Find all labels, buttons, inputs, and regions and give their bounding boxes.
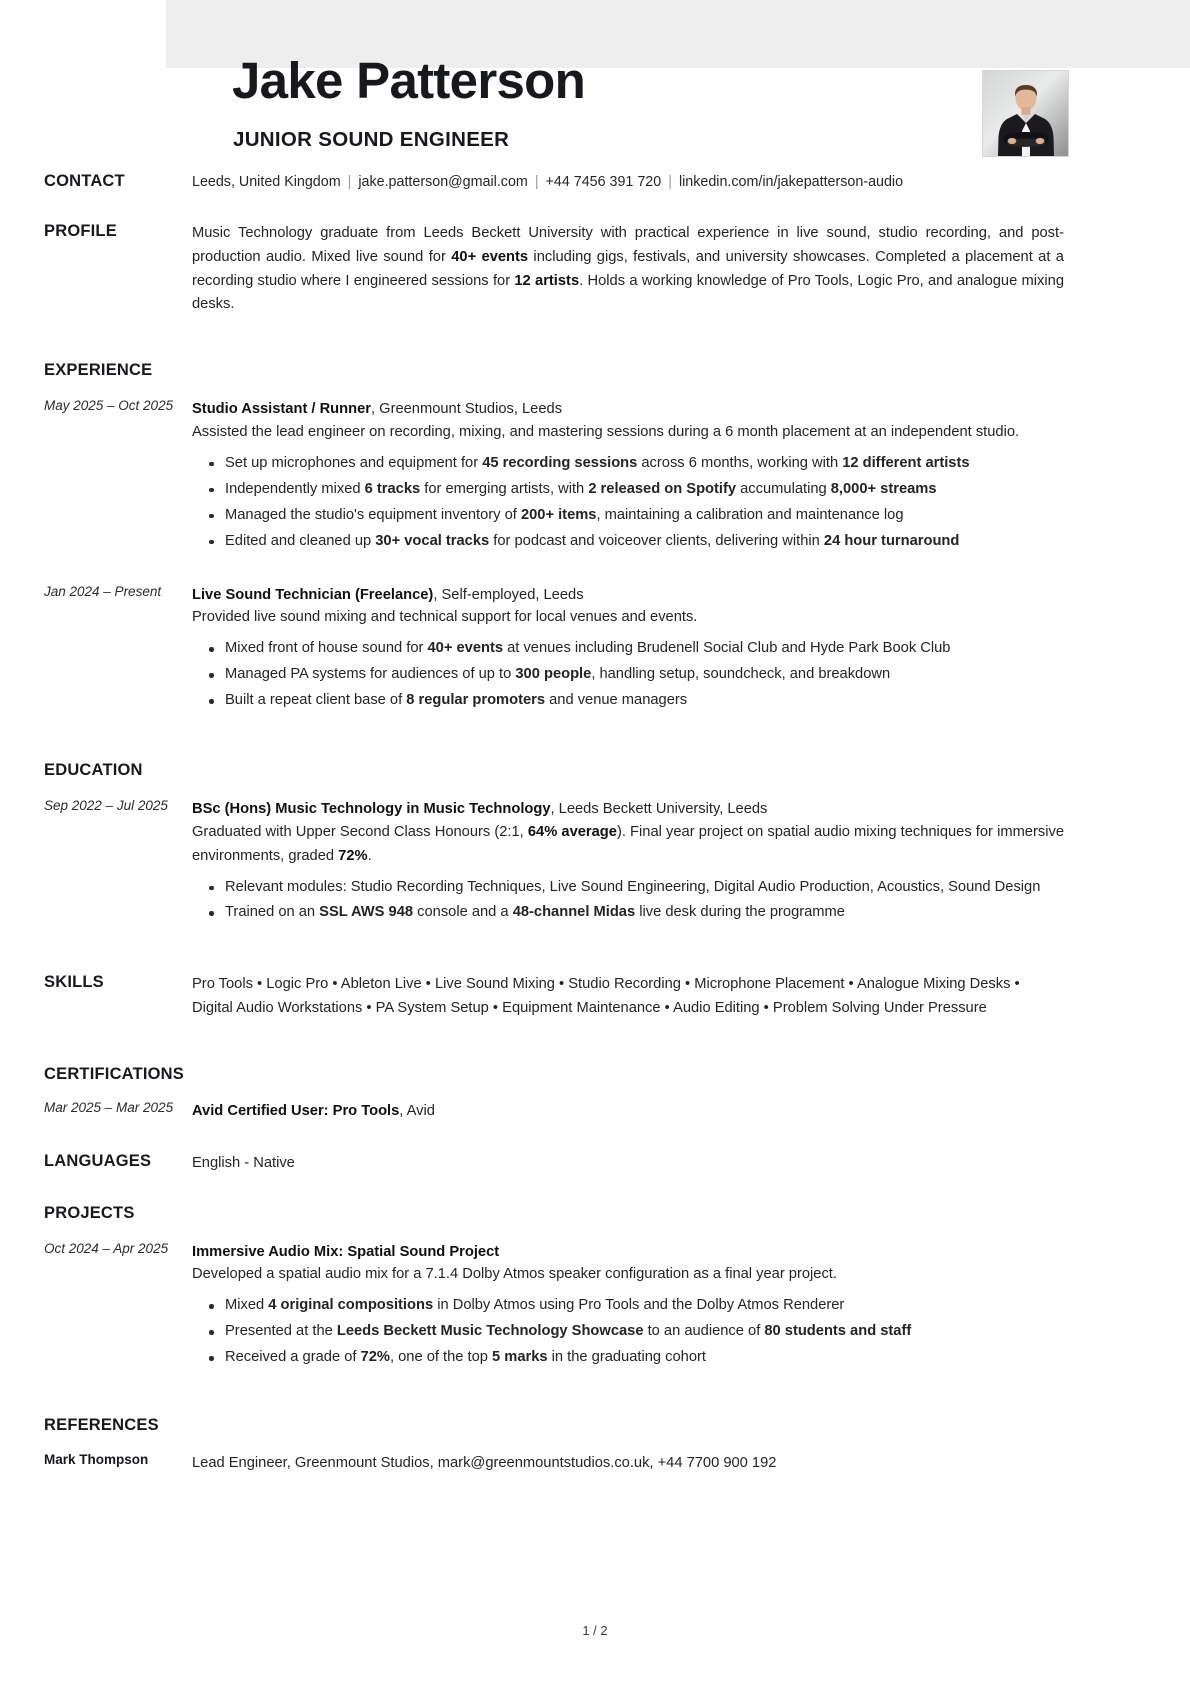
section-languages [0,1152,1190,1176]
references-gutter [0,1416,192,1435]
page-indicator: 1 / 2 [582,1623,608,1638]
section-heading-contact: CONTACT [44,172,125,190]
section-heading-education: EDUCATION [44,761,143,780]
certification-entry [0,1100,1190,1123]
experience-daterange: Jan 2024 – Present [44,583,162,599]
project-bullet-list [192,1294,1064,1370]
contact-separator-icon: | [347,174,352,190]
section-projects-heading [0,1204,1190,1223]
section-profile [0,222,1190,317]
project-title: Immersive Audio Mix: Spatial Sound Project [192,1243,500,1260]
list-item: Trained on an SSL AWS 948 console and a 48-channel Midas live desk during the programme [225,901,1064,925]
list-item: Managed PA systems for audiences of up to 300 people, handling setup, soundcheck, and breakdown [225,663,1064,687]
contact-gutter [0,172,192,191]
list-item: Received a grade of 72%, one of the top 5 marks in the graduating cohort [225,1346,1064,1370]
list-item: Mixed 4 original compositions in Dolby Atmos using Pro Tools and the Dolby Atmos Renderer [225,1294,1064,1318]
experience-entry [0,398,1190,555]
section-heading-languages: LANGUAGES [44,1151,152,1170]
resume-body [0,168,1190,1476]
section-references-heading [0,1416,1190,1435]
avatar [982,70,1069,157]
reference-entry [0,1452,1190,1476]
section-heading-certifications: CERTIFICATIONS [44,1065,184,1084]
list-item: Presented at the Leeds Beckett Music Technology Showcase to an audience of 80 students and staff [225,1320,1064,1344]
contact-email[interactable]: jake.patterson@gmail.com [358,174,528,190]
list-item: Built a repeat client base of 8 regular promoters and venue managers [225,689,1064,713]
experience-bullet-list [192,637,1064,713]
reference-name: Mark Thompson [44,1452,149,1468]
portrait-photo-icon [983,71,1068,156]
experience-daterange: May 2025 – Oct 2025 [44,398,174,414]
resume-header [0,0,1190,168]
section-education-heading [0,761,1190,780]
section-heading-references: REFERENCES [44,1416,159,1435]
section-heading-experience: EXPERIENCE [44,361,153,380]
experience-job-title: Studio Assistant / Runner, Greenmount Studios, Leeds [192,401,563,418]
page-title: Jake Patterson [232,52,586,109]
section-skills [0,973,1190,1021]
certification-daterange: Mar 2025 – Mar 2025 [44,1100,174,1116]
reference-detail: Lead Engineer, Greenmount Studios, mark@greenmountstudios.co.uk, +44 7700 900 192 [192,1455,777,1472]
projects-gutter [0,1204,192,1223]
contact-phone[interactable]: +44 7456 391 720 [545,174,662,190]
experience-gutter [0,361,192,380]
skills-gutter [0,973,192,992]
certification-title: Avid Certified User: Pro Tools, Avid [192,1103,435,1120]
section-contact [0,172,1190,192]
experience-entry [0,584,1190,715]
education-daterange: Sep 2022 – Jul 2025 [44,798,168,814]
list-item: Set up microphones and equipment for 45 recording sessions across 6 months, working with 12 different artists [225,452,1064,476]
languages-value: English - Native [192,1154,295,1171]
list-item: Independently mixed 6 tracks for emerging artists, with 2 released on Spotify accumulating 8,000+ streams [225,478,1064,502]
experience-job-title: Live Sound Technician (Freelance), Self-employed, Leeds [192,586,584,603]
list-item: Edited and cleaned up 30+ vocal tracks for podcast and voiceover clients, delivering within 24 hour turnaround [225,530,1064,554]
skills-list: Pro Tools • Logic Pro • Ableton Live • Live Sound Mixing • Studio Recording • Microphone Placement • Analogue Mixing Desks • Digital Audio Workstations • PA System Setup • Equipment Maintenance • Audio Editing • Problem Solving Under Pressure [192,976,1020,1017]
list-item: Mixed front of house sound for 40+ events at venues including Brudenell Social Club and Hyde Park Book Club [225,637,1064,661]
certifications-gutter [0,1065,192,1084]
education-entry [0,798,1190,927]
contact-location: Leeds, United Kingdom [192,174,341,190]
section-certifications-heading [0,1065,1190,1084]
experience-summary: Assisted the lead engineer on recording, mixing, and mastering sessions during a 6 month placement at an independent studio. [192,424,1020,441]
contact-separator-icon: | [668,174,672,190]
page-footer [0,1623,1190,1638]
education-gutter [0,761,192,780]
list-item: Relevant modules: Studio Recording Techniques, Live Sound Engineering, Digital Audio Production, Acoustics, Sound Design [225,876,1064,900]
contact-details [192,172,1190,192]
contact-separator-icon: | [534,174,539,190]
project-entry [0,1241,1190,1372]
contact-linkedin[interactable]: linkedin.com/in/jakepatterson-audio [678,174,904,190]
section-heading-skills: SKILLS [44,973,104,992]
education-degree-title: BSc (Hons) Music Technology in Music Technology, Leeds Beckett University, Leeds [192,801,768,818]
job-title-subtitle: JUNIOR SOUND ENGINEER [233,128,510,151]
project-daterange: Oct 2024 – Apr 2025 [44,1240,169,1256]
section-heading-projects: PROJECTS [44,1203,135,1222]
section-experience-heading [0,361,1190,380]
list-item: Managed the studio's equipment inventory of 200+ items, maintaining a calibration and maintenance log [225,504,1064,528]
profile-gutter [0,222,192,241]
section-heading-profile: PROFILE [44,222,117,241]
profile-summary: Music Technology graduate from Leeds Beckett University with practical experience in live sound, studio recording, and post-production audio. Mixed live sound for 40+ events including gigs, festivals, and university showcases. Completed a placement at a recording studio where I engineered sessions for 12 artists. Holds a working knowledge of Pro Tools, Logic Pro, and analogue mixing desks. [192,225,1064,313]
education-bullet-list [192,876,1064,926]
profile-content [192,222,1190,317]
education-summary: Graduated with Upper Second Class Honours (2:1, 64% average). Final year project on spatial audio mixing techniques for immersive environments, graded 72%. [192,823,1064,864]
experience-bullet-list [192,452,1064,554]
experience-summary: Provided live sound mixing and technical support for local venues and events. [192,609,698,626]
languages-gutter [0,1152,192,1171]
project-summary: Developed a spatial audio mix for a 7.1.4 Dolby Atmos speaker configuration as a final year project. [192,1266,837,1283]
contact-line [192,172,1064,192]
